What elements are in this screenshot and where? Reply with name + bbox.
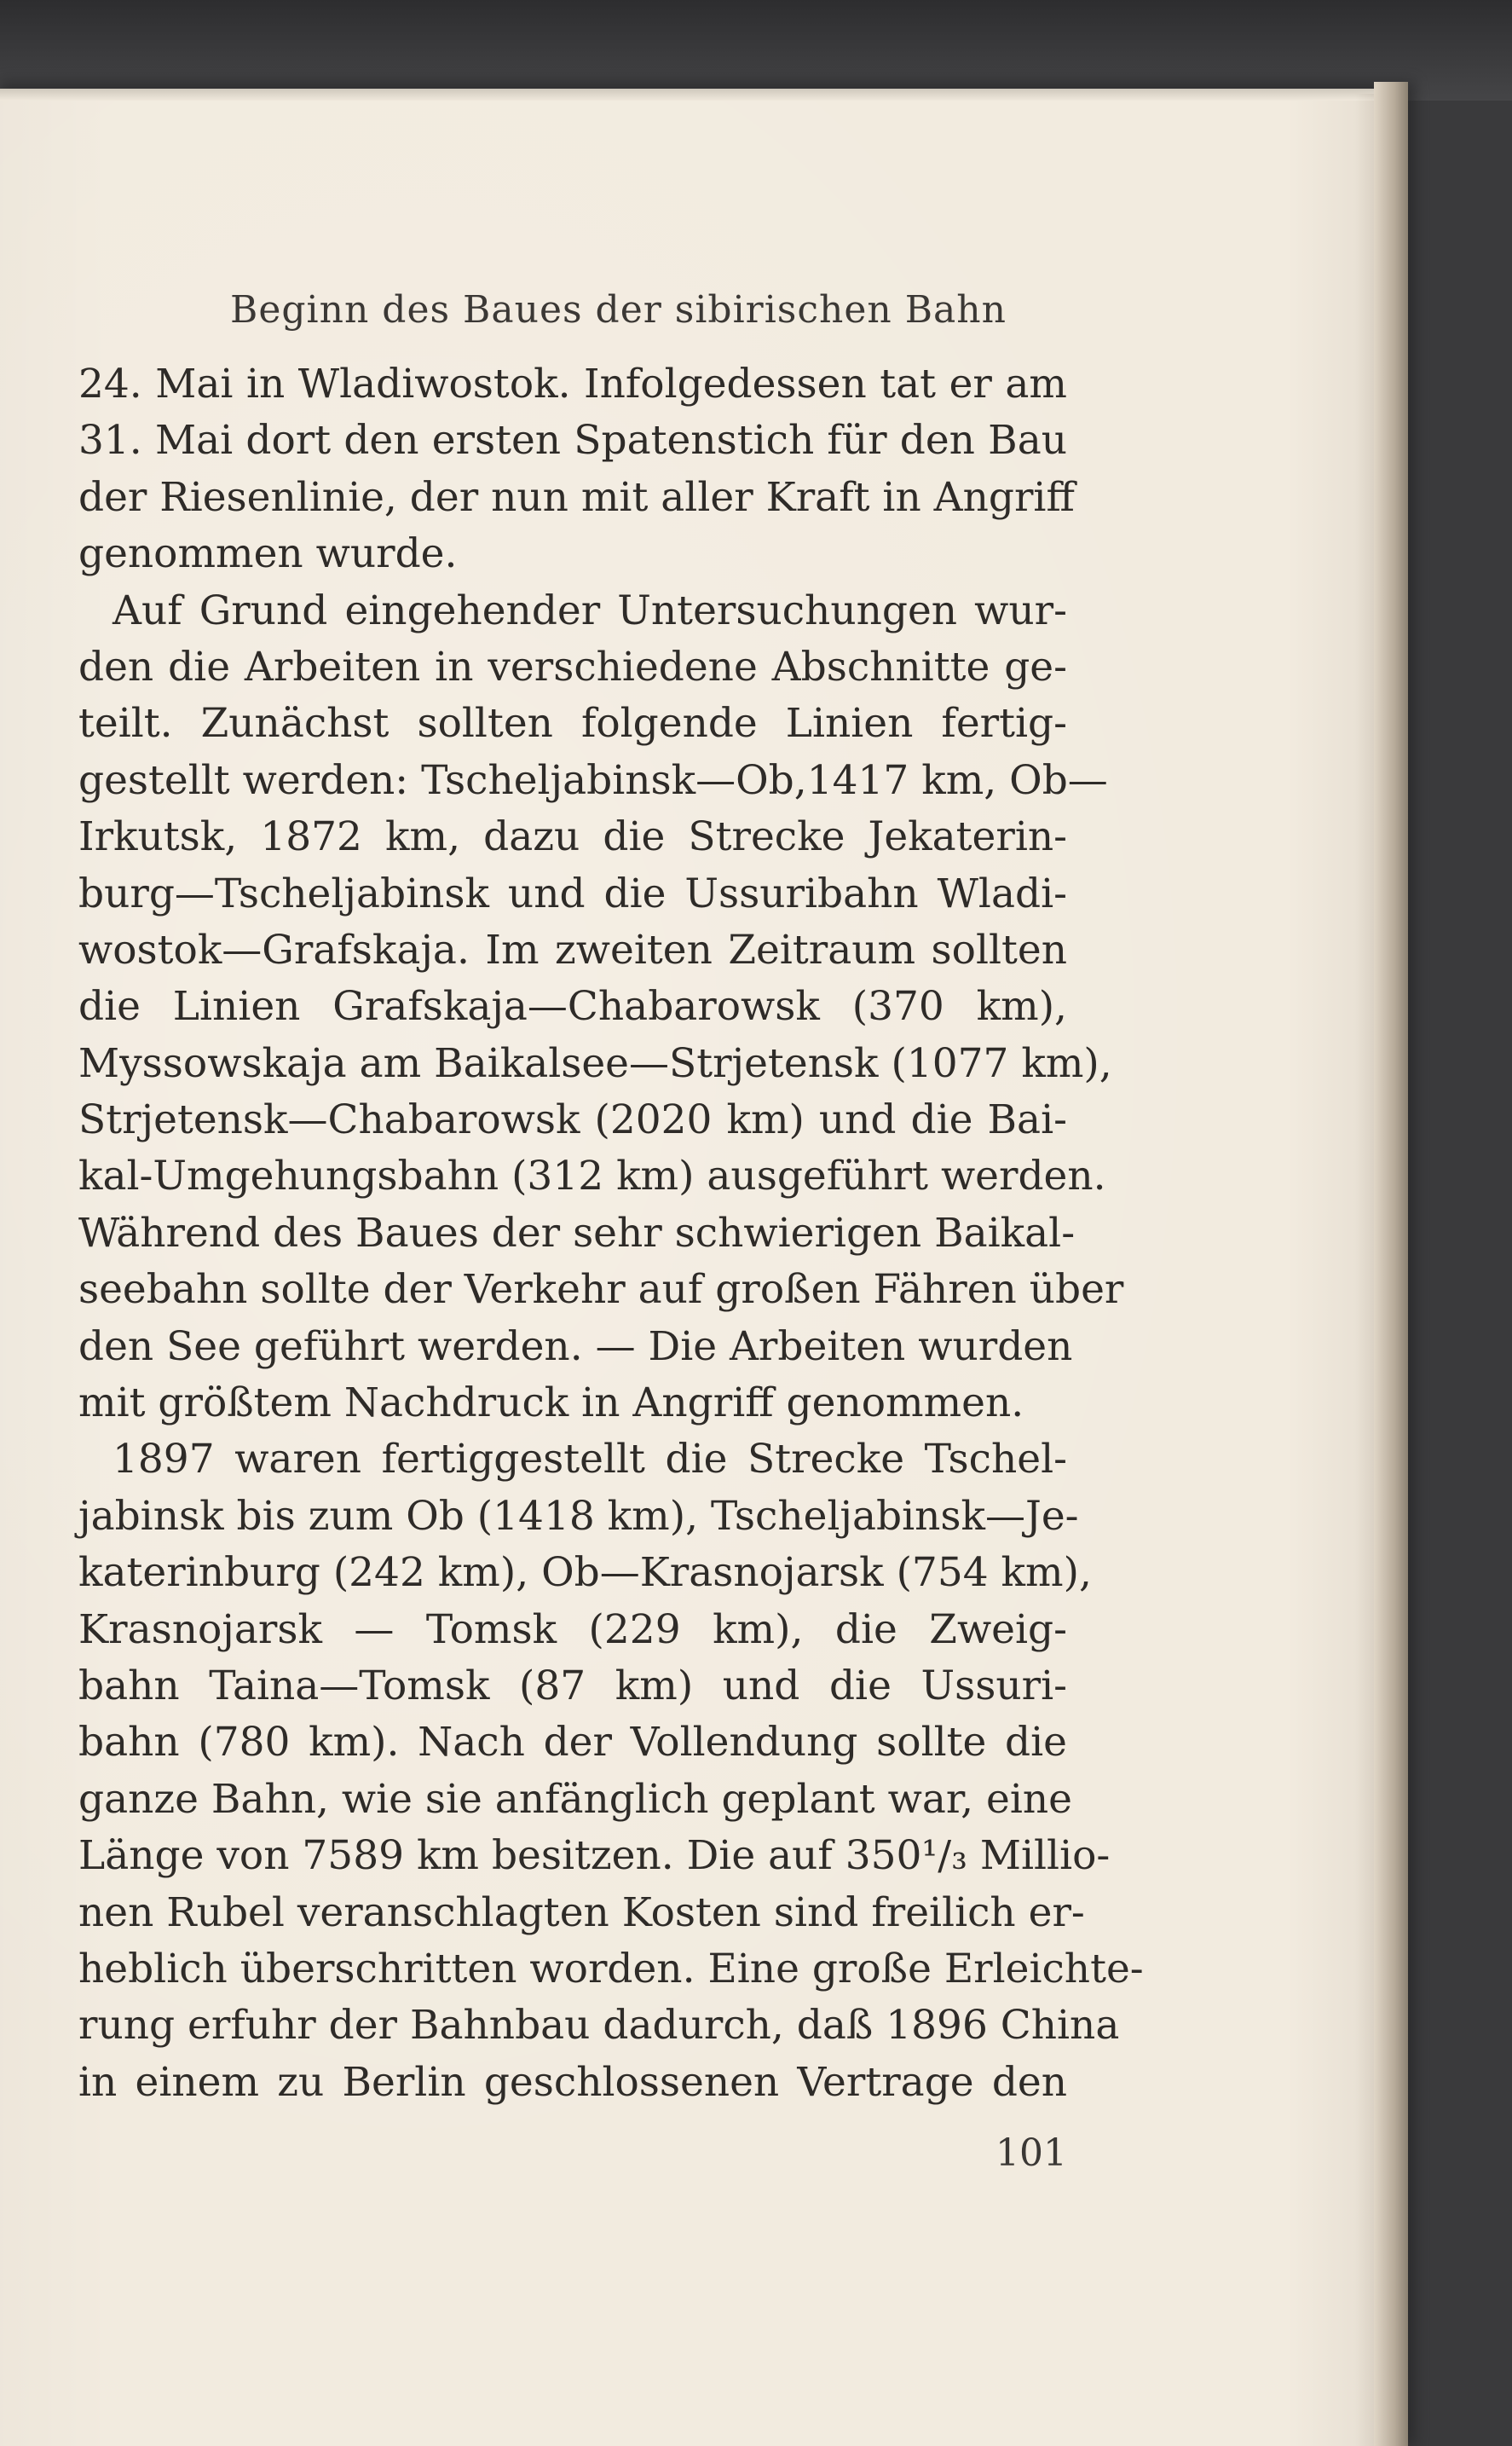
- text-line: gestellt werden: Tscheljabinsk—Ob,1417 km, Ob—: [78, 756, 1108, 804]
- text-line: den die Arbeiten in verschiedene Abschnitte ge-: [78, 643, 1067, 691]
- text-line: bahn Taina—Tomsk (87 km) und die Ussuri-: [78, 1662, 1067, 1709]
- text-line: genommen wurde.: [78, 530, 458, 578]
- text-line: jabinsk bis zum Ob (1418 km), Tscheljabinsk—Je-: [78, 1492, 1079, 1540]
- text-line: mit größtem Nachdruck in Angriff genommen.: [78, 1379, 1024, 1427]
- text-line: 31. Mai dort den ersten Spatenstich für den Bau: [78, 417, 1067, 465]
- text-line: ganze Bahn, wie sie anfänglich geplant war, eine: [78, 1775, 1072, 1823]
- text-line: der Riesenlinie, der nun mit aller Kraft in Angriff: [78, 473, 1075, 521]
- text-line: Länge von 7589 km besitzen. Die auf 350¹/₃ Millio-: [78, 1832, 1111, 1880]
- book-binding-edge: [1374, 82, 1408, 2446]
- text-line: burg—Tscheljabinsk und die Ussuribahn Wladi-: [78, 870, 1067, 917]
- text-line: bahn (780 km). Nach der Vollendung sollte die: [78, 1719, 1067, 1767]
- text-line: die Linien Grafskaja—Chabarowsk (370 km),: [78, 983, 1067, 1031]
- text-line: wostok—Grafskaja. Im zweiten Zeitraum sollten: [78, 926, 1067, 974]
- text-line: kal-Umgehungsbahn (312 km) ausgeführt werden.: [78, 1153, 1106, 1200]
- text-line: nen Rubel veranschlagten Kosten sind freilich er-: [78, 1888, 1085, 1936]
- text-line: Auf Grund eingehender Untersuchungen wur-: [113, 587, 1067, 634]
- running-head: Beginn des Baues der sibirischen Bahn: [230, 288, 1007, 332]
- body-text: [78, 356, 1144, 2111]
- text-line: in einem zu Berlin geschlossenen Vertrage den: [78, 2058, 1067, 2106]
- text-line: den See geführt werden. — Die Arbeiten wurden: [78, 1322, 1073, 1370]
- text-line: Während des Baues der sehr schwierigen Baikal-: [78, 1209, 1076, 1257]
- page-number: 101: [995, 2131, 1067, 2175]
- text-line: heblich überschritten worden. Eine große Erleichte-: [78, 1945, 1144, 1992]
- text-line: 24. Mai in Wladiwostok. Infolgedessen tat er am: [78, 361, 1067, 408]
- text-line: katerinburg (242 km), Ob—Krasnojarsk (754 km),: [78, 1549, 1092, 1597]
- text-line: Strjetensk—Chabarowsk (2020 km) und die Bai-: [78, 1096, 1067, 1144]
- text-line: Irkutsk, 1872 km, dazu die Strecke Jekaterin-: [78, 813, 1067, 861]
- text-line: seebahn sollte der Verkehr auf großen Fähren über: [78, 1266, 1124, 1314]
- text-line: Myssowskaja am Baikalsee—Strjetensk (1077 km),: [78, 1039, 1112, 1087]
- text-line: teilt. Zunächst sollten folgende Linien fertig-: [78, 700, 1067, 748]
- text-line: 1897 waren fertiggestellt die Strecke Tschel-: [113, 1436, 1067, 1483]
- page-top-edge: [0, 89, 1398, 101]
- text-line: Krasnojarsk — Tomsk (229 km), die Zweig-: [78, 1605, 1067, 1653]
- text-line: rung erfuhr der Bahnbau dadurch, daß 1896 China: [78, 2002, 1120, 2050]
